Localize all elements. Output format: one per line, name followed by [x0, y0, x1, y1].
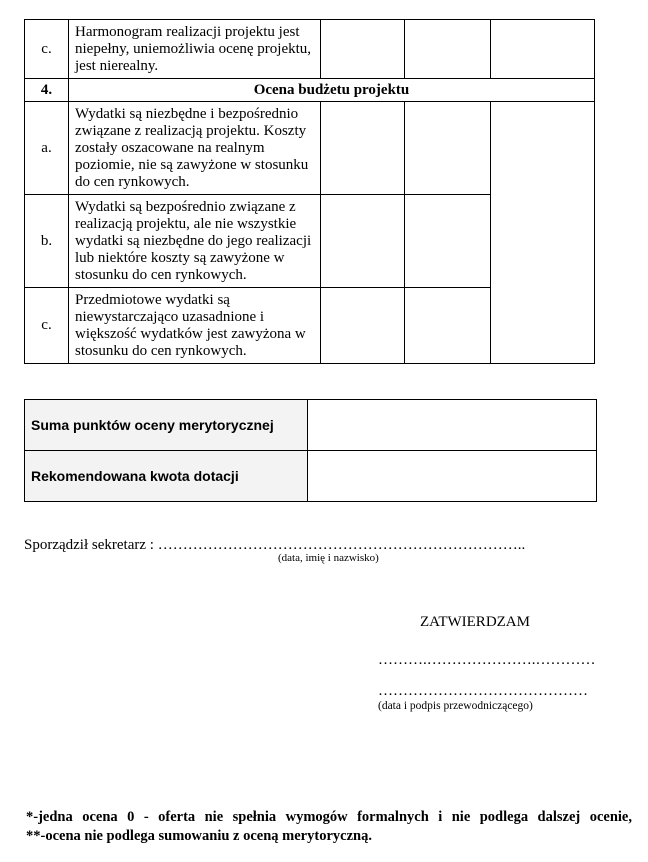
footnotes	[26, 808, 632, 846]
chair-caption: (data i podpis przewodniczącego)	[378, 700, 533, 712]
row-index: c.	[25, 20, 69, 79]
score-cell	[405, 20, 491, 79]
signature-line-2: ……………………………………	[378, 683, 588, 699]
score-cell	[321, 20, 405, 79]
table-row	[25, 400, 597, 451]
signature-line-1: ……….………………….…………	[378, 652, 596, 668]
score-cell	[405, 102, 491, 195]
secretary-line: Sporządził sekretarz : ………………………………………………………………..	[24, 537, 526, 553]
section-title: Ocena budżetu projektu	[69, 79, 595, 102]
recommended-amount-value[interactable]	[308, 451, 597, 502]
row-index: a.	[25, 102, 69, 195]
evaluation-table	[24, 19, 595, 364]
table-row	[25, 451, 597, 502]
criterion-text: Wydatki są niezbędne i bezpośrednio związane z realizacją projektu. Koszty zostały oszacowane na realnym poziomie, nie są zawyżone w stosunku do cen rynkowych.	[69, 102, 321, 195]
merged-score-cell	[491, 102, 595, 364]
row-index: b.	[25, 195, 69, 288]
footnote-2: **-ocena nie podlega sumowaniu z oceną merytoryczną.	[26, 828, 372, 844]
secretary-caption: (data, imię i nazwisko)	[278, 552, 379, 564]
score-cell	[405, 288, 491, 364]
criterion-text: Wydatki są bezpośrednio związane z realizacją projektu, ale nie wszystkie wydatki są niezbędne do jego realizacji lub niektóre koszty są zawyżone w stosunku do cen rynkowych.	[69, 195, 321, 288]
recommended-amount-label: Rekomendowana kwota dotacji	[25, 451, 308, 502]
footnote-1: *-jedna ocena 0 - oferta nie spełnia wymogów formalnych i nie podlega dalszej ocenie,	[26, 809, 632, 825]
score-cell	[321, 195, 405, 288]
approval-heading: ZATWIERDZAM	[420, 614, 530, 630]
score-cell	[321, 288, 405, 364]
criterion-text: Harmonogram realizacji projektu jest niepełny, uniemożliwia ocenę projektu, jest nierealny.	[69, 20, 321, 79]
score-cell	[321, 102, 405, 195]
section-header-row	[25, 79, 595, 102]
score-cell	[491, 20, 595, 79]
summary-table	[24, 399, 597, 502]
score-cell	[405, 195, 491, 288]
section-number: 4.	[25, 79, 69, 102]
points-sum-value[interactable]	[308, 400, 597, 451]
table-row	[25, 20, 595, 79]
row-index: c.	[25, 288, 69, 364]
criterion-text: Przedmiotowe wydatki są niewystarczająco uzasadnione i większość wydatków jest zawyżona w stosunku do cen rynkowych.	[69, 288, 321, 364]
table-row	[25, 102, 595, 195]
points-sum-label: Suma punktów oceny merytorycznej	[25, 400, 308, 451]
